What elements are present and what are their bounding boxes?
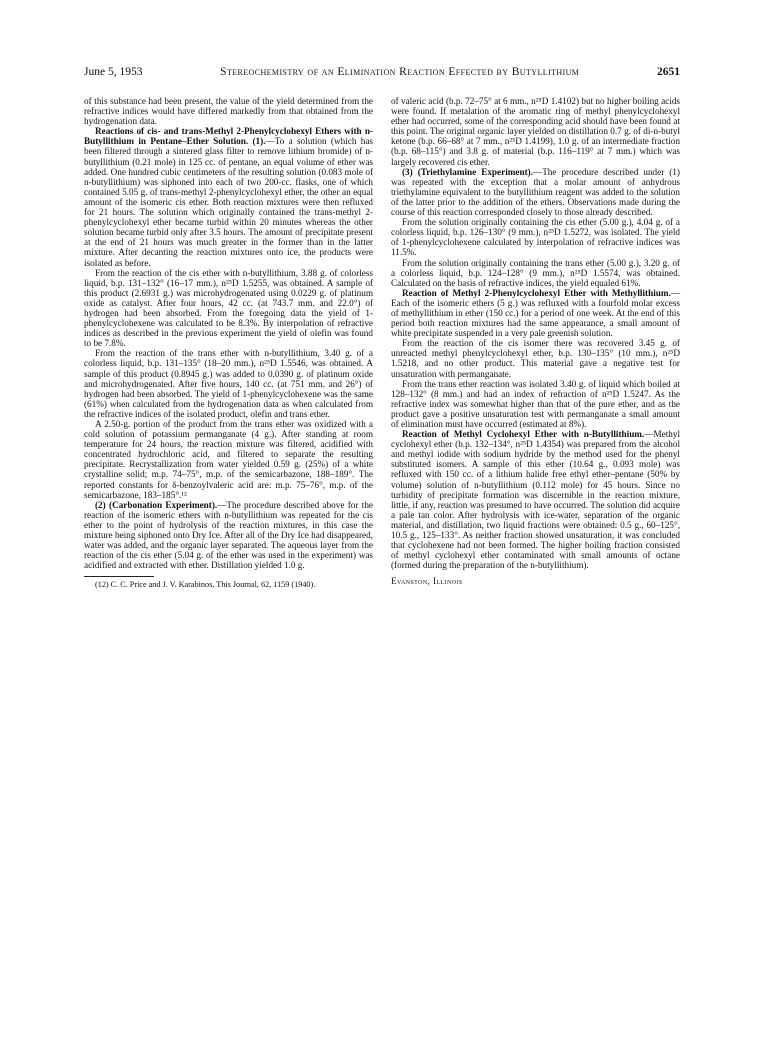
section-heading: (3) (Triethylamine Experiment).	[402, 166, 533, 177]
paragraph	[84, 500, 373, 571]
paragraph	[391, 429, 680, 570]
paragraph	[391, 167, 680, 217]
section-heading: (2) (Carbonation Experiment).	[95, 499, 218, 510]
section-heading: Reactions of cis- and trans-Methyl 2-Phenylcyclohexyl Ethers with n-Butyllithium in Pentane–Ether Solution. (1).	[84, 126, 373, 147]
paragraph: From the solution originally containing the cis ether (5.00 g.), 4.04 g. of a colorless liquid, b.p. 126–130° (9 mm.), n²⁵D 1.5272, was isolated. The yield of 1-phenylcyclohexene calculated by interpolation of refractive indices was 11.5%.	[391, 217, 680, 258]
section-heading: Reaction of Methyl 2-Phenylcyclohexyl Ether with Methyllithium.	[402, 287, 671, 298]
footnote: (12) C. C. Price and J. V. Karabinos, This Journal, 62, 1159 (1940).	[95, 580, 316, 590]
paragraph-text: —The procedure described under (1) was repeated with the exception that a molar amount of anhydrous triethylamine equivalent to the butyllithium reagent was added to the solution of the latter prior to the addition of the ethers. Observations made during the course of this reaction corresponded closely to those already described.	[391, 166, 680, 218]
paragraph-text: —Methyl cyclohexyl ether (b.p. 132–134°, n²⁵D 1.4354) was prepared from the alcohol and methyl iodide with sodium hydride by the method used for the phenyl substituted isomers. A sample of this ether (10.64 g., 0.093 mole) was refluxed with 150 cc. of a lithium halide free ethyl ether–pentane (50% by volume) solution of n-butyllithium (0.112 mole) for 45 hours. Since no turbidity of precipitate formation was discernible in the reaction mixture, little, if any, reaction was presumed to have occurred. The solution did acquire a pale tan color. After hydrolysis with ice-water, separation of the organic material, and distillation, two liquid fractions were obtained: 0.5 g., 60–125°, 10.5 g., 125–133°. As neither fraction showed unsaturation, it was concluded that cyclohexene had not been formed. The higher boiling fraction consisted of methyl cyclohexyl ether contaminated with small amounts of octane (formed during the preparation of the n-butyllithium).	[391, 429, 680, 571]
right-column	[391, 96, 680, 587]
paragraph-text: —Each of the isomeric ethers (5 g.) was refluxed with a fourfold molar excess of methyllithium in ether (150 cc.) for a period of one week. At the end of this period both reaction mixtures had the same appearance, a small amount of white precipitate suspended in a very pale greenish solution.	[391, 287, 680, 339]
section-heading: Reaction of Methyl Cyclohexyl Ether with n-Butyllithium.	[402, 429, 645, 440]
paragraph: From the reaction of the cis isomer there was recovered 3.45 g. of unreacted methyl phenylcyclohexyl ether, b.p. 130–135° (10 mm.), n²⁵D 1.5218, and no other product. This material gave a negative test for unsaturation with permanganate.	[391, 338, 680, 379]
paragraph: From the reaction of the trans ether with n-butyllithium, 3.40 g. of a colorless liquid, b.p. 131–135° (18–20 mm.), n²⁵D 1.5546, was obtained. A sample of this product (0.8945 g.) was added to 0.0390 g. of platinum oxide and microhydrogenated. After five hours, 140 cc. (at 751 mm. and 26°) of hydrogen had been absorbed. The yield of 1-phenylcyclohexene was the same (61%) when calculated from the hydrogenation data as when calculated from the refractive indices of the isolated product, olefin and trans ether.	[84, 348, 373, 419]
running-header	[84, 66, 680, 82]
paragraph: From the trans ether reaction was isolated 3.40 g. of liquid which boiled at 128–132° (8 mm.) and had an index of refraction of n²⁵D 1.5247. As the refractive index was somewhat higher than that of the pure ether, and as the product gave a positive unsaturation test with permanganate a small amount of elimination must have occurred (estimated at 8%).	[391, 378, 680, 429]
page-number: 2651	[656, 66, 680, 78]
author-location: Evanston, Illinois	[391, 576, 463, 587]
paragraph: A 2.50-g. portion of the product from the trans ether was oxidized with a cold solution of potassium permanganate (4 g.). After standing at room temperature for 24 hours, the reaction mixture was filtered, acidified with concentrated hydrochloric acid, and filtered to separate the resulting precipitate. Recrystallization from water yielded 0.59 g. (25%) of a white crystalline solid; m.p. 74–75°, m.p. of the semicarbazone, 188–189°. The reported constants for δ-benzoylvaleric acid are: m.p. 75–76°, m.p. of the semicarbazone, 183–185°.¹²	[84, 419, 373, 500]
paragraph: From the solution originally containing the trans ether (5.00 g.), 3.20 g. of a colorless liquid, b.p. 124–128° (9 mm.), n²⁵D 1.5574, was obtained. Calculated on the basis of refractive indices, the yield equaled 61%.	[391, 257, 680, 288]
paragraph	[391, 288, 680, 338]
header-title: Stereochemistry of an Elimination Reaction Effected by Butyllithium	[220, 66, 580, 78]
paragraph: From the reaction of the cis ether with n-butyllithium, 3.88 g. of colorless liquid, b.p. 131–132° (16–17 mm.), n²⁵D 1.5255, was obtained. A sample of this product (2.6931 g.) was microhydrogenated using 0.0229 g. of platinum oxide as catalyst. After four hours, 42 cc. (at 743.7 mm. and 22.0°) of hydrogen had been absorbed. From the foregoing data the yield of 1-phenylcyclohexene was calculated to be 8.3%. By interpolation of refractive indices as described in the previous experiment the yield of olefin was found to be 7.8%.	[84, 267, 373, 349]
paragraph	[84, 126, 373, 267]
paragraph: of this substance had been present, the value of the yield determined from the refractive indices would have differed markedly from that obtained from the hydrogenation data.	[84, 96, 373, 127]
footnote-divider	[84, 576, 154, 577]
left-column	[84, 96, 373, 590]
paragraph-text: —The procedure described above for the reaction of the isomeric ethers with n-butyllithium was repeated for the cis ether to the point of hydrolysis of the reaction mixtures, in this case the mixture being siphoned onto Dry Ice. After all of the Dry Ice had disappeared, water was added, and the organic layer separated. The aqueous layer from the reaction of the cis ether (5.04 g. of the ether was used in the experiment) was acidified and extracted with ether. Distillation yielded 1.0 g.	[84, 499, 373, 571]
header-date: June 5, 1953	[84, 66, 143, 78]
paragraph-text: —To a solution (which has been filtered through a sintered glass filter to remove lithium bromide) of n-butyllithium (0.21 mole) in 125 cc. of pentane, an equal volume of ether was added. One hundred cubic centimeters of the resulting solution (0.083 mole of n-butyllithium) was siphoned into each of two 200-cc. flasks, one of which contained 5.05 g. of trans-methyl 2-phenylcyclohexyl ether, the other an equal amount of the isomeric cis ether. Both reaction mixtures were then refluxed for 21 hours. The solution which originally contained the trans-methyl 2-phenylcyclohexyl ether became turbid within 20 minutes whereas the other solution became turbid only after 3.5 hours. The amount of precipitate present at the end of 21 hours was much greater in the former than in the latter mixture. After decanting the reaction mixtures onto ice, the products were isolated as before.	[84, 136, 373, 268]
paragraph: of valeric acid (b.p. 72–75° at 6 mm., n²⁵D 1.4102) but no higher boiling acids were found. If metalation of the aromatic ring of methyl phenylcyclohexyl ether had occurred, some of the corresponding acid should have been found at this point. The original organic layer yielded on distillation 0.7 g. of di-n-butyl ketone (b.p. 66–68° at 7 mm., n²⁵D 1.4199), 1.0 g. of an intermediate fraction (b.p. 68–115°) and 3.8 g. of material (b.p. 116–119° at 7 mm.) which was largely recovered cis ether.	[391, 96, 680, 167]
